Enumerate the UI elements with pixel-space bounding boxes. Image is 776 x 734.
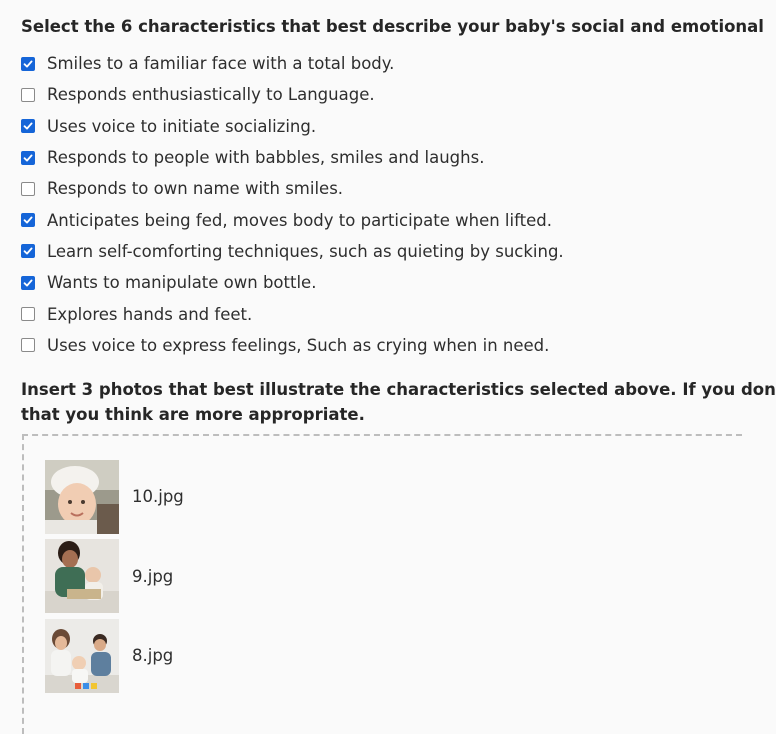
file-name: 10.jpg [132, 487, 184, 507]
checkbox-label: Smiles to a familiar face with a total body. [47, 54, 395, 74]
checkbox[interactable] [21, 307, 35, 321]
photo-thumbnail[interactable] [45, 619, 119, 693]
checkbox-label: Responds to people with babbles, smiles and laughs. [47, 148, 485, 168]
checkmark-icon [23, 215, 33, 225]
checklist-item[interactable] [21, 173, 564, 204]
checklist-item[interactable] [21, 236, 564, 267]
checklist-item[interactable] [21, 111, 564, 142]
photo-upload-title [21, 377, 776, 427]
photo-thumbnail[interactable] [45, 539, 119, 613]
checklist-item[interactable] [21, 79, 564, 110]
checkbox-label: Learn self-comforting techniques, such as quieting by sucking. [47, 241, 564, 261]
checkbox-label: Responds enthusiastically to Language. [47, 85, 375, 105]
checklist-item[interactable] [21, 204, 564, 235]
baby-photo-icon [45, 460, 119, 534]
checklist-item[interactable] [21, 267, 564, 298]
file-name: 8.jpg [132, 646, 174, 666]
file-name: 9.jpg [132, 566, 174, 586]
checklist-item[interactable] [21, 142, 564, 173]
checkbox-label: Uses voice to express feelings, Such as crying when in need. [47, 335, 550, 355]
checkbox-label: Anticipates being fed, moves body to participate when lifted. [47, 210, 552, 230]
checkbox[interactable] [21, 182, 35, 196]
checklist-item[interactable] [21, 330, 564, 361]
checklist-item[interactable] [21, 48, 564, 79]
question-title: Select the 6 characteristics that best describe your baby's social and emotional [21, 17, 764, 36]
checkmark-icon [23, 153, 33, 163]
checkbox[interactable] [21, 57, 35, 71]
checkbox[interactable] [21, 88, 35, 102]
checkbox[interactable] [21, 119, 35, 133]
photo-upload-title-line2: that you think are more appropriate. [21, 405, 365, 424]
checkbox[interactable] [21, 338, 35, 352]
checkbox[interactable] [21, 276, 35, 290]
checkmark-icon [23, 121, 33, 131]
checkbox[interactable] [21, 213, 35, 227]
uploaded-file[interactable] [45, 616, 184, 696]
checkmark-icon [23, 278, 33, 288]
characteristics-checklist [21, 48, 564, 361]
family-play-photo-icon [45, 619, 119, 693]
checkbox-label: Responds to own name with smiles. [47, 179, 344, 199]
checkmark-icon [23, 59, 33, 69]
uploaded-file[interactable] [45, 457, 184, 537]
checkbox-label: Wants to manipulate own bottle. [47, 273, 317, 293]
photo-upload-title-line1: Insert 3 photos that best illustrate the characteristics selected above. If you don [21, 380, 776, 399]
mother-baby-photo-icon [45, 539, 119, 613]
checkbox-label: Uses voice to initiate socializing. [47, 116, 317, 136]
uploaded-file[interactable] [45, 537, 184, 617]
checkbox[interactable] [21, 151, 35, 165]
uploaded-files-list [45, 457, 184, 696]
checkmark-icon [23, 246, 33, 256]
checkbox-label: Explores hands and feet. [47, 304, 253, 324]
checkbox[interactable] [21, 244, 35, 258]
checklist-item[interactable] [21, 298, 564, 329]
photo-thumbnail[interactable] [45, 460, 119, 534]
